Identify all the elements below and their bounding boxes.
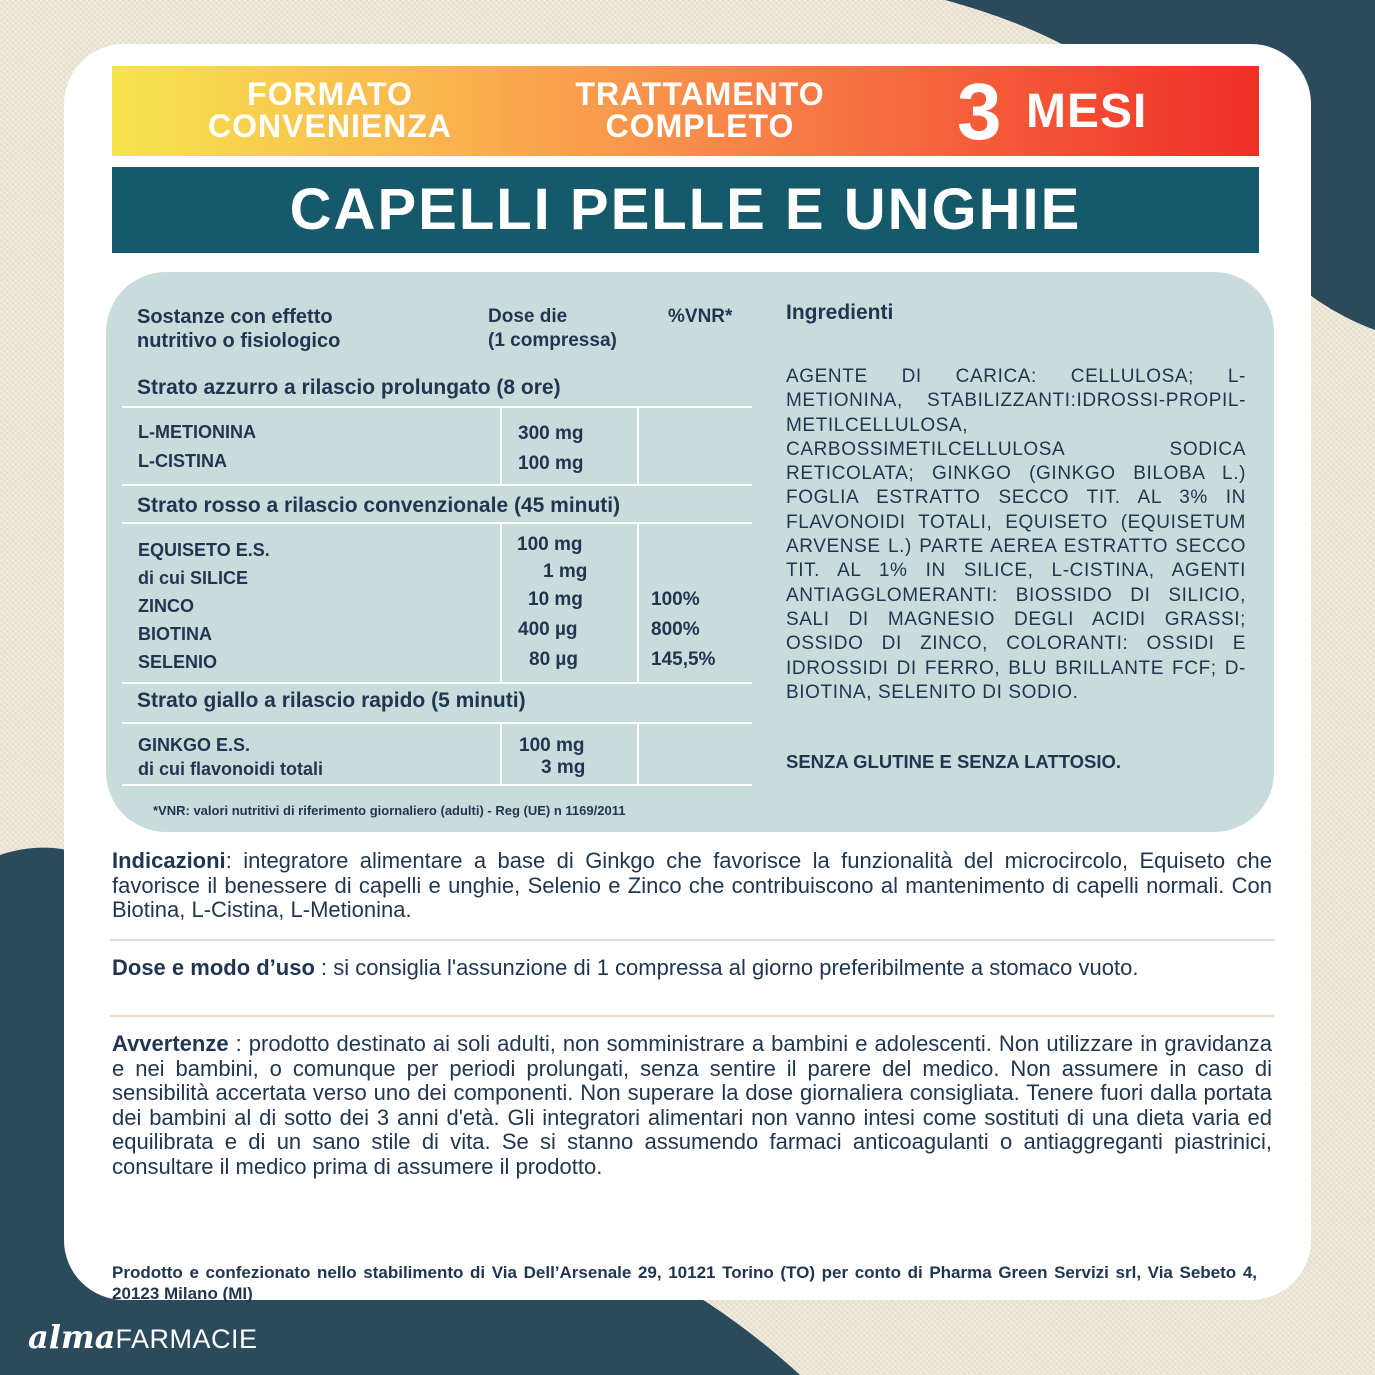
indicazioni-paragraph [112,849,1272,923]
ingredient-dose: 80 µg [529,649,578,670]
manufacturer-info: Prodotto e confezionato nello stabilimento di Via Dell’Arsenale 29, 10121 Torino (TO) per conto di Pharma Green Servizi srl, Via Sebeto 4, 20123 Milano (MI) [112,1263,1257,1303]
product-title: CAPELLI PELLE E UNGHIE [112,167,1259,253]
ingredient-name: L-METIONINA [138,422,256,442]
ingredient-name: L-CISTINA [138,451,227,471]
formato-line: FORMATO [247,76,413,112]
column-divider [637,524,639,682]
logo-farmacie: FARMACIE [115,1324,258,1354]
column-divider [637,408,639,484]
col-substances-line2: nutritivo o fisiologico [137,330,341,352]
ingredient-vnr: 800% [651,619,700,640]
ingredient-name: EQUISETO E.S. [138,540,270,560]
section-title: Strato rosso a rilascio convenzionale (45 minuti) [137,494,621,517]
separator [110,1015,1275,1017]
indicazioni-text: : integratore alimentare a base di Ginkgo che favorisce la funzionalità del microcircolo, Equiseto che favorisce il benessere di capelli e unghie, Selenio e Zinco che contribuiscono al mantenimento di capelli normali. Con Biotina, L-Cistina, L-Metionina. [112,848,1272,923]
column-divider [500,408,502,484]
logo-alma: alma [28,1318,116,1356]
formato-convenienza [160,78,500,142]
col-dose-line2: (1 compressa) [488,330,617,351]
divider [122,722,752,724]
ingredient-name: GINKGO E.S. [138,735,251,755]
months-label: MESI [1026,85,1148,138]
trattamento-line: TRATTAMENTO [575,76,825,112]
section-title: Strato azzurro a rilascio prolungato (8 ore) [137,376,561,399]
ingredient-dose: 400 µg [518,619,578,640]
ingredient-name: SELENIO [138,652,218,672]
col-vnr: %VNR* [668,306,733,327]
ingredient-name: ZINCO [138,596,194,616]
divider [122,406,752,408]
ingredients-title: Ingredienti [786,301,894,324]
ingredient-dose: 3 mg [541,757,586,778]
dose-paragraph [112,956,1272,981]
col-dose-line1: Dose die [488,306,568,327]
separator [110,939,1275,941]
ingredients-text: AGENTE DI CARICA: CELLULOSA; L-METIONINA, STABILIZZANTI:IDROSSI-PROPIL-METILCELLULOSA, CARBOSSIMETILCELLULOSA SODICA RETICOLATA; GINKGO (GINKGO BILOBA L.) FOGLIA ESTRATTO SECCO TIT. AL 3% IN FLAVONOIDI TOTALI, EQUISETO (EQUISETUM ARVENSE L.) PARTE AEREA ESTRATTO SECCO TIT. AL 1% IN SILICE, L-CISTINA, AGENTI ANTIAGGLOMERANTI: BIOSSIDO DI SILICIO, SALI DI MAGNESIO DEGLI ACIDI GRASSI; OSSIDO DI ZINCO, COLORANTI: OSSIDI E IDROSSIDI DI FERRO, BLU BRILLANTE FCF; D-BIOTINA, SELENITO DI SODIO. [786,366,1246,703]
col-substances [137,305,340,353]
vnr-footnote: *VNR: valori nutritivi di riferimento giornaliero (adulti) - Reg (UE) n 1169/2011 [153,803,626,818]
ingredient-vnr: 100% [651,589,700,610]
trattamento-completo [530,78,870,142]
completo-line: COMPLETO [605,108,795,144]
avvertenze-label: Avvertenze [112,1031,229,1056]
divider [122,522,752,524]
convenienza-line: CONVENIENZA [208,108,452,144]
divider [122,484,752,486]
ingredient-dose: 1 mg [543,561,588,582]
allergen-note: SENZA GLUTINE E SENZA LATTOSIO. [786,751,1122,772]
avvertenze-paragraph [112,1032,1272,1180]
dose-text: : si consiglia l'assunzione di 1 compressa al giorno preferibilmente a stomaco vuoto. [314,955,1139,980]
indicazioni-label: Indicazioni [112,848,226,873]
months-number: 3 [957,67,1002,156]
ingredient-vnr: 145,5% [651,649,716,670]
ingredient-dose: 10 mg [528,589,583,610]
col-substances-line1: Sostanze con effetto [137,306,333,328]
ingredient-name: di cui SILICE [138,568,249,588]
column-divider [500,724,502,784]
brand-logo [28,1318,258,1356]
divider [122,784,752,786]
avvertenze-text: : prodotto destinato ai soli adulti, non somministrare a bambini e adolescenti. Non utilizzare in gravidanza e nei bambini, o comunque per periodi prolungati, senza sentire il parere del medico. Non assumere in caso di sensibilità accertata verso uno dei componenti. Non superare la dose giornaliera consigliata. Tenere fuori dalla portata dei bambini al di sotto dei 3 anni d'età. Gli integratori alimentari non vanno intesi come sostituti di una dieta varia ed equilibrata e di un sano stile di vita. Se si stanno assumendo farmaci anticoagulanti o antiaggreganti piastrinici, consultare il medico prima di assumere il prodotto. [112,1031,1272,1179]
ingredient-dose: 100 mg [517,534,583,555]
ingredient-dose: 100 mg [518,453,584,474]
dose-label: Dose e modo d’uso [112,955,315,980]
column-divider [637,724,639,784]
ingredient-name: BIOTINA [138,624,212,644]
offer-banner [112,66,1259,156]
section-title: Strato giallo a rilascio rapido (5 minuti) [137,689,526,712]
ingredient-name: di cui flavonoidi totali [138,759,324,779]
column-divider [500,524,502,682]
ingredient-dose: 300 mg [518,423,584,444]
divider [122,682,752,684]
ingredient-dose: 100 mg [519,735,585,756]
col-dose [488,305,617,353]
